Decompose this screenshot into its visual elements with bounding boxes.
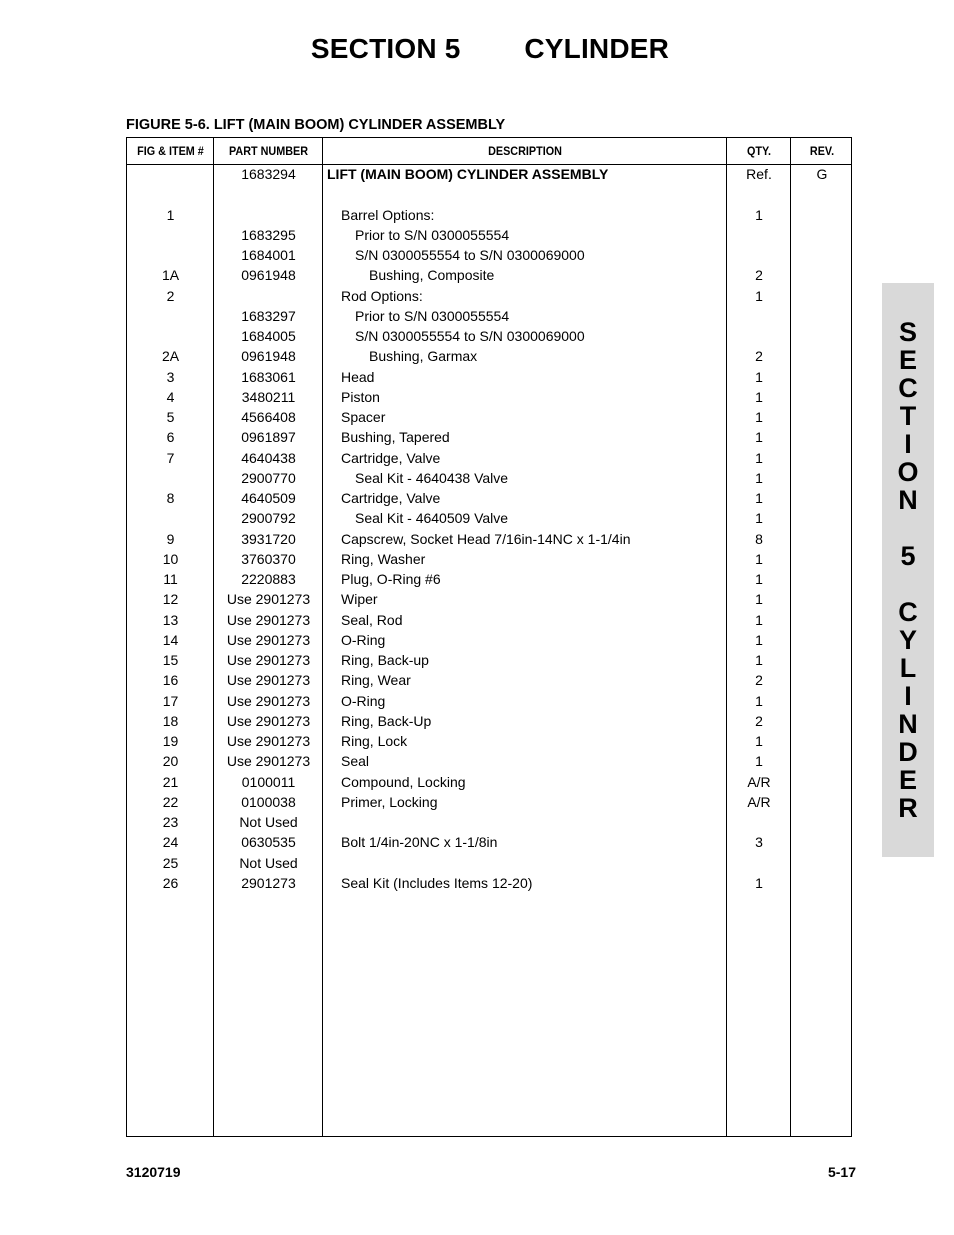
fig-item-cell: 3	[166, 368, 175, 385]
table-row	[127, 166, 851, 186]
header-qty: QTY.	[746, 144, 771, 158]
qty-cell: 1	[755, 287, 763, 304]
description-cell: Barrel Options:	[341, 206, 435, 223]
part-number-cell: 4640509	[241, 490, 296, 506]
fig-item-cell: 13	[162, 611, 179, 628]
description-cell: Capscrew, Socket Head 7/16in-14NC x 1-1/4in	[341, 530, 631, 547]
description-cell: Seal Kit - 4640438 Valve	[355, 469, 509, 486]
fig-item-cell: 25	[162, 854, 179, 871]
part-number-cell: 2220883	[241, 571, 296, 587]
description-cell: Cartridge, Valve	[341, 449, 441, 466]
fig-item-cell: 12	[162, 591, 179, 608]
qty-cell: 1	[755, 550, 763, 567]
part-number-cell: Use 2901273	[226, 692, 311, 709]
rev-cell: G	[816, 166, 828, 182]
fig-item-cell: 26	[162, 874, 179, 891]
part-number-cell: 3480211	[241, 388, 296, 405]
qty-cell: 1	[755, 449, 763, 466]
part-number-cell: 1683294	[241, 166, 296, 182]
part-number-cell: Use 2901273	[226, 753, 311, 770]
qty-cell: 1	[755, 611, 763, 628]
fig-item-cell: 20	[162, 753, 179, 770]
part-number-cell: 0100011	[241, 773, 296, 790]
page-title: SECTION 5 CYLINDER	[310, 33, 670, 64]
table-row	[127, 490, 851, 510]
qty-cell: 2	[755, 267, 763, 284]
description-cell: Bushing, Garmax	[369, 348, 478, 365]
description-cell: Bolt 1/4in-20NC x 1-1/8in	[341, 834, 498, 851]
description-cell: Bushing, Composite	[369, 267, 495, 284]
qty-cell: 1	[755, 429, 763, 446]
description-cell: Ring, Wear	[341, 672, 411, 689]
qty-cell: Ref.	[746, 166, 772, 182]
fig-item-cell: 18	[162, 712, 179, 729]
qty-cell: 2	[755, 348, 763, 365]
qty-cell: 2	[755, 672, 763, 689]
qty-cell: 1	[755, 510, 763, 527]
qty-cell: 1	[755, 652, 763, 668]
fig-item-cell: 7	[166, 449, 175, 466]
description-cell: Prior to S/N 0300055554	[355, 226, 510, 243]
table-row	[127, 227, 851, 247]
table-row	[127, 328, 851, 348]
part-number-cell: 3760370	[241, 550, 296, 567]
table-row	[127, 510, 851, 530]
table-row	[127, 834, 851, 854]
description-cell: Head	[341, 368, 375, 385]
part-number-cell: 1683297	[241, 307, 296, 324]
table-row	[127, 551, 851, 571]
table-row	[127, 733, 851, 753]
description-cell: Ring, Washer	[341, 550, 426, 567]
description-cell: Spacer	[341, 409, 386, 425]
fig-item-cell: 24	[162, 834, 179, 851]
fig-item-cell: 2	[166, 287, 175, 304]
part-number-cell: 1683061	[241, 368, 296, 385]
fig-item-cell: 1A	[161, 267, 180, 284]
part-number-cell: 0100038	[241, 793, 296, 810]
part-number-cell: Use 2901273	[226, 591, 311, 608]
description-cell: LIFT (MAIN BOOM) CYLINDER ASSEMBLY	[327, 166, 609, 182]
qty-cell: A/R	[747, 793, 771, 810]
qty-cell: 1	[755, 206, 763, 223]
section-side-tab	[882, 283, 934, 857]
figure-title: FIGURE 5-6. LIFT (MAIN BOOM) CYLINDER ASSEMBLY	[126, 117, 506, 133]
qty-cell: 1	[755, 409, 763, 425]
fig-item-cell: 6	[166, 429, 175, 446]
fig-item-cell: 5	[166, 409, 175, 425]
fig-item-cell: 1	[166, 206, 175, 223]
table-row	[127, 207, 851, 227]
table-row	[127, 713, 851, 733]
part-number-cell: Not Used	[239, 814, 298, 830]
description-cell: Seal Kit - 4640509 Valve	[355, 510, 509, 527]
table-row	[127, 450, 851, 470]
table-row	[127, 308, 851, 328]
fig-item-cell: 15	[162, 652, 179, 668]
qty-cell: 1	[755, 753, 763, 770]
description-cell: O-Ring	[341, 631, 386, 648]
parts-table	[126, 137, 852, 1137]
part-number-cell: Use 2901273	[226, 733, 311, 749]
table-row	[127, 288, 851, 308]
part-number-cell: Use 2901273	[226, 712, 311, 729]
part-number-cell: Use 2901273	[226, 611, 311, 628]
table-row	[127, 470, 851, 490]
table-row	[127, 247, 851, 267]
table-row	[127, 855, 851, 875]
description-cell: Wiper	[341, 591, 378, 608]
table-row	[127, 429, 851, 449]
qty-cell: 1	[755, 388, 763, 405]
qty-cell: 8	[755, 530, 763, 547]
fig-item-cell: 4	[166, 388, 175, 405]
description-cell: Prior to S/N 0300055554	[355, 307, 510, 324]
fig-item-cell: 23	[162, 814, 179, 830]
part-number-cell: 0961897	[241, 429, 296, 446]
table-row	[127, 693, 851, 713]
description-cell: Plug, O-Ring #6	[341, 571, 441, 587]
qty-cell: 1	[755, 490, 763, 506]
table-row	[127, 591, 851, 611]
table-row	[127, 409, 851, 429]
description-cell: Ring, Lock	[341, 733, 408, 749]
side-tab-label: S E C T I O N 5 C Y L I N D E R	[897, 317, 919, 823]
part-number-cell: 1684005	[241, 328, 296, 344]
qty-cell: A/R	[747, 773, 771, 790]
fig-item-cell: 16	[162, 672, 179, 689]
qty-cell: 1	[755, 591, 763, 608]
description-cell: Compound, Locking	[341, 773, 466, 790]
qty-cell: 1	[755, 631, 763, 648]
qty-cell: 3	[755, 834, 763, 851]
qty-cell: 1	[755, 469, 763, 486]
qty-cell: 1	[755, 874, 763, 891]
qty-cell: 1	[755, 368, 763, 385]
table-row	[127, 814, 851, 834]
part-number-cell: 4566408	[241, 409, 296, 425]
part-number-cell: 2900770	[241, 469, 296, 486]
page-number: 5-17	[827, 1164, 856, 1180]
fig-item-cell: 11	[163, 571, 178, 587]
table-row	[127, 875, 851, 895]
table-row	[127, 632, 851, 652]
part-number-cell: 1683295	[241, 226, 296, 243]
description-cell: Rod Options:	[341, 287, 423, 304]
description-cell: S/N 0300055554 to S/N 0300069000	[355, 247, 585, 263]
table-row	[127, 612, 851, 632]
description-cell: Primer, Locking	[341, 793, 438, 810]
table-row	[127, 672, 851, 692]
header-fig-item: FIG & ITEM #	[137, 144, 204, 158]
table-row	[127, 794, 851, 814]
table-header	[127, 138, 851, 165]
table-row	[127, 774, 851, 794]
part-number-cell: Use 2901273	[226, 631, 311, 648]
part-number-cell: 4640438	[241, 449, 296, 466]
fig-item-cell: 9	[166, 530, 175, 547]
part-number-cell: Use 2901273	[226, 652, 311, 668]
table-row	[127, 348, 851, 368]
qty-cell: 1	[755, 733, 763, 749]
description-cell: O-Ring	[341, 692, 386, 709]
fig-item-cell: 2A	[161, 348, 180, 365]
description-cell: Seal Kit (Includes Items 12-20)	[341, 874, 533, 891]
part-number-cell: Use 2901273	[226, 672, 311, 689]
header-rev: REV.	[809, 144, 835, 158]
fig-item-cell: 21	[162, 773, 179, 790]
qty-cell: 2	[755, 712, 763, 729]
description-cell: Seal, Rod	[341, 611, 403, 628]
part-number-cell: 2900792	[241, 510, 296, 527]
table-row	[127, 571, 851, 591]
part-number-cell: 0961948	[241, 267, 296, 284]
description-cell: S/N 0300055554 to S/N 0300069000	[355, 328, 585, 344]
part-number-cell: 1684001	[241, 247, 296, 263]
description-cell: Seal	[341, 753, 370, 770]
part-number-cell: 2901273	[241, 874, 296, 891]
table-row	[127, 369, 851, 389]
part-number-cell: 0961948	[241, 348, 296, 365]
description-cell: Ring, Back-Up	[341, 712, 432, 729]
header-part-number: PART NUMBER	[228, 144, 309, 158]
part-number-cell: Not Used	[239, 854, 298, 871]
table-body	[127, 166, 851, 895]
table-row	[127, 186, 851, 206]
part-number-cell: 3931720	[241, 530, 296, 547]
qty-cell: 1	[755, 571, 763, 587]
doc-number: 3120719	[126, 1164, 181, 1180]
part-number-cell: 0630535	[241, 834, 296, 851]
qty-cell: 1	[755, 692, 763, 709]
fig-item-cell: 22	[162, 793, 179, 810]
fig-item-cell: 17	[162, 692, 179, 709]
fig-item-cell: 19	[162, 733, 179, 749]
table-row	[127, 531, 851, 551]
table-row	[127, 753, 851, 773]
table-row	[127, 267, 851, 287]
table-row	[127, 652, 851, 672]
description-cell: Piston	[341, 388, 380, 405]
description-cell: Bushing, Tapered	[341, 429, 450, 446]
description-cell: Ring, Back-up	[341, 652, 429, 668]
table-row	[127, 389, 851, 409]
fig-item-cell: 10	[162, 550, 179, 567]
fig-item-cell: 14	[162, 631, 179, 648]
description-cell: Cartridge, Valve	[341, 490, 441, 506]
header-description: DESCRIPTION	[488, 144, 562, 158]
fig-item-cell: 8	[166, 490, 175, 506]
